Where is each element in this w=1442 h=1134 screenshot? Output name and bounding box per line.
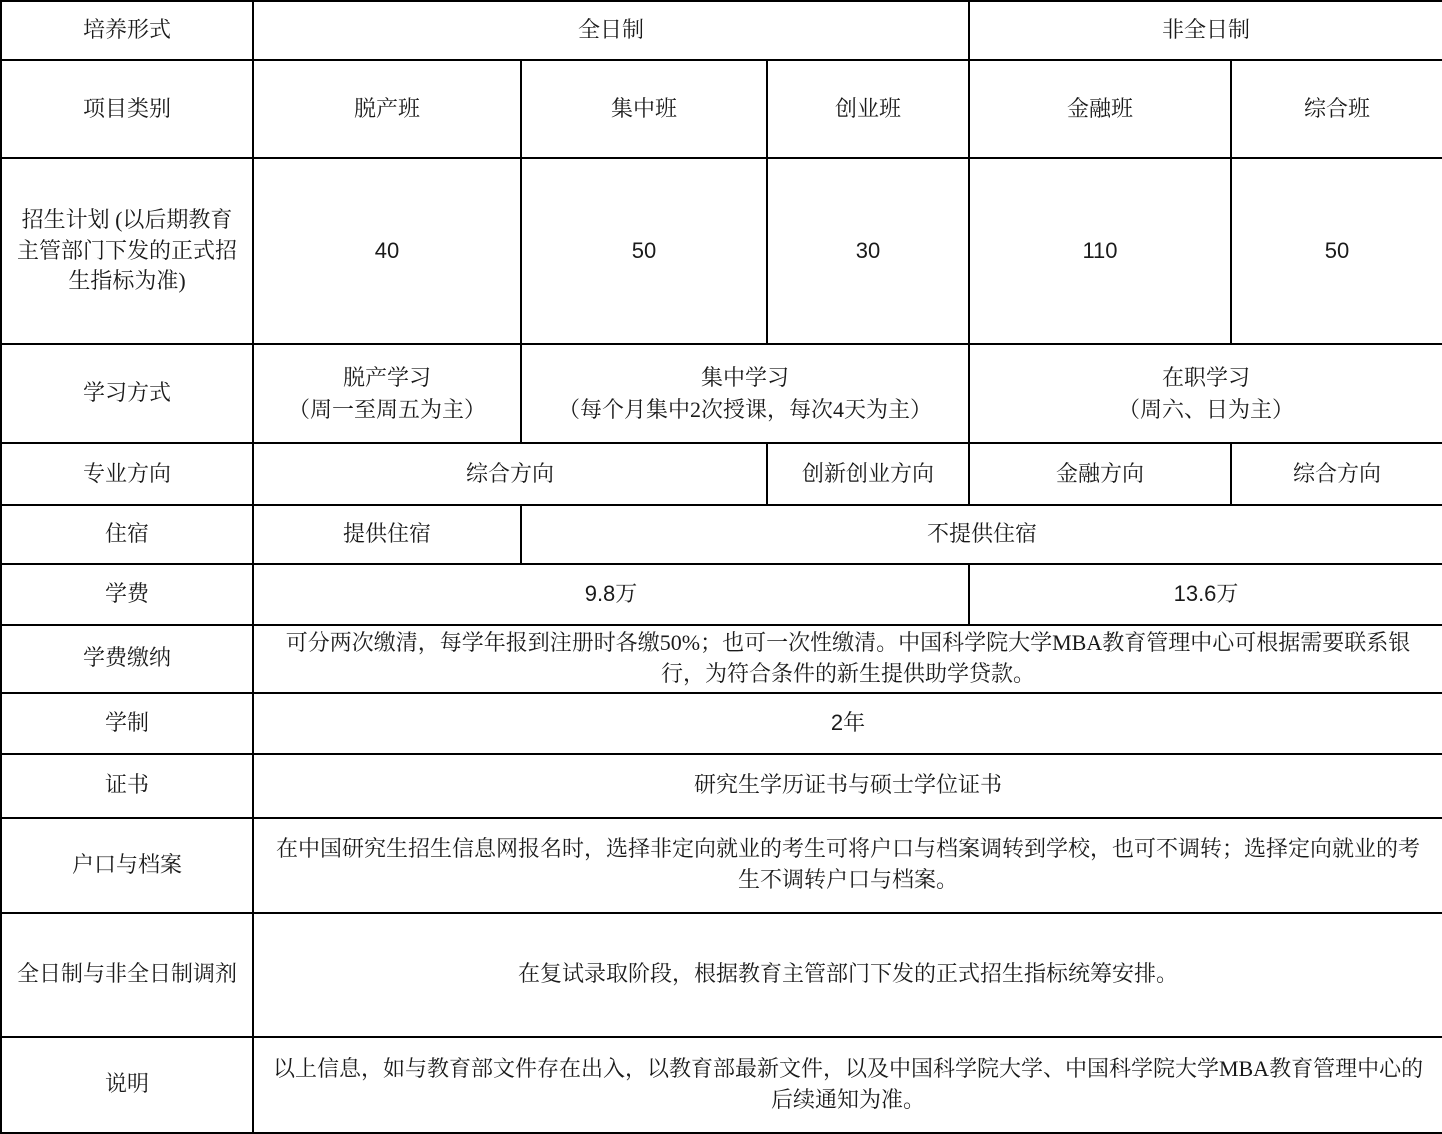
row-hukou-archives — [1, 818, 1442, 913]
cell-study-fulltime — [253, 344, 521, 443]
cell-label-training-format: 培养形式 — [1, 1, 253, 60]
study-fulltime-line2: （周一至周五为主） — [287, 396, 486, 422]
cell-label-notes: 说明 — [1, 1037, 253, 1133]
row-training-format — [1, 1, 1442, 60]
study-onjob-line1: 在职学习 — [1162, 364, 1251, 390]
cell-accommodation-provided: 提供住宿 — [253, 505, 521, 564]
row-tuition-payment — [1, 625, 1442, 693]
row-study-mode — [1, 344, 1442, 443]
cell-label-enrollment-plan: 招生计划 (以后期教育主管部门下发的正式招生指标为准) — [1, 158, 253, 344]
study-onjob-line2: （周六、日为主） — [1118, 396, 1295, 422]
cell-class-jinrong: 金融班 — [969, 60, 1231, 158]
row-specialization — [1, 443, 1442, 505]
cell-label-study-mode: 学习方式 — [1, 344, 253, 443]
cell-label-program-category: 项目类别 — [1, 60, 253, 158]
cell-hukou-archives-detail: 在中国研究生招生信息网报名时，选择非定向就业的考生可将户口与档案调转到学校，也可不调转；选择定向就业的考生不调转户口与档案。 — [253, 818, 1442, 913]
row-notes — [1, 1037, 1442, 1133]
cell-accommodation-not-provided: 不提供住宿 — [521, 505, 1442, 564]
cell-duration-value: 2年 — [253, 693, 1442, 754]
cell-direction-chuangxin: 创新创业方向 — [767, 443, 969, 505]
cell-full-time: 全日制 — [253, 1, 969, 60]
cell-label-tuition-payment: 学费缴纳 — [1, 625, 253, 693]
cell-direction-zonghe-parttime: 综合方向 — [1231, 443, 1442, 505]
cell-quota-zonghe: 50 — [1231, 158, 1442, 344]
cell-label-accommodation: 住宿 — [1, 505, 253, 564]
cell-class-chuangye: 创业班 — [767, 60, 969, 158]
cell-certificate-value: 研究生学历证书与硕士学位证书 — [253, 754, 1442, 818]
cell-direction-jinrong: 金融方向 — [969, 443, 1231, 505]
row-program-category — [1, 60, 1442, 158]
cell-quota-tuochan: 40 — [253, 158, 521, 344]
row-duration — [1, 693, 1442, 754]
cell-direction-zonghe-fulltime: 综合方向 — [253, 443, 767, 505]
cell-label-specialization: 专业方向 — [1, 443, 253, 505]
cell-transfer-detail: 在复试录取阶段，根据教育主管部门下发的正式招生指标统筹安排。 — [253, 913, 1442, 1037]
cell-tuition-payment-detail: 可分两次缴清，每学年报到注册时各缴50%；也可一次性缴清。中国科学院大学MBA教育管理中心可根据需要联系银行，为符合条件的新生提供助学贷款。 — [253, 625, 1442, 693]
row-enrollment-plan — [1, 158, 1442, 344]
cell-class-tuochan: 脱产班 — [253, 60, 521, 158]
study-concentrated-line2: （每个月集中2次授课，每次4天为主） — [557, 396, 932, 422]
cell-label-duration: 学制 — [1, 693, 253, 754]
cell-quota-jinrong: 110 — [969, 158, 1231, 344]
cell-class-jizhong: 集中班 — [521, 60, 767, 158]
cell-label-hukou-archives: 户口与档案 — [1, 818, 253, 913]
cell-label-transfer: 全日制与非全日制调剂 — [1, 913, 253, 1037]
cell-notes-detail: 以上信息，如与教育部文件存在出入，以教育部最新文件，以及中国科学院大学、中国科学院大学MBA教育管理中心的后续通知为准。 — [253, 1037, 1442, 1133]
row-transfer — [1, 913, 1442, 1037]
row-accommodation — [1, 505, 1442, 564]
cell-study-onjob — [969, 344, 1442, 443]
cell-class-zonghe: 综合班 — [1231, 60, 1442, 158]
cell-tuition-parttime: 13.6万 — [969, 564, 1442, 625]
cell-study-concentrated — [521, 344, 969, 443]
cell-quota-jizhong: 50 — [521, 158, 767, 344]
cell-part-time: 非全日制 — [969, 1, 1442, 60]
cell-label-tuition: 学费 — [1, 564, 253, 625]
cell-quota-chuangye: 30 — [767, 158, 969, 344]
row-certificate — [1, 754, 1442, 818]
study-concentrated-line1: 集中学习 — [700, 364, 789, 390]
row-tuition — [1, 564, 1442, 625]
cell-label-certificate: 证书 — [1, 754, 253, 818]
study-fulltime-line1: 脱产学习 — [342, 364, 431, 390]
cell-tuition-fulltime: 9.8万 — [253, 564, 969, 625]
